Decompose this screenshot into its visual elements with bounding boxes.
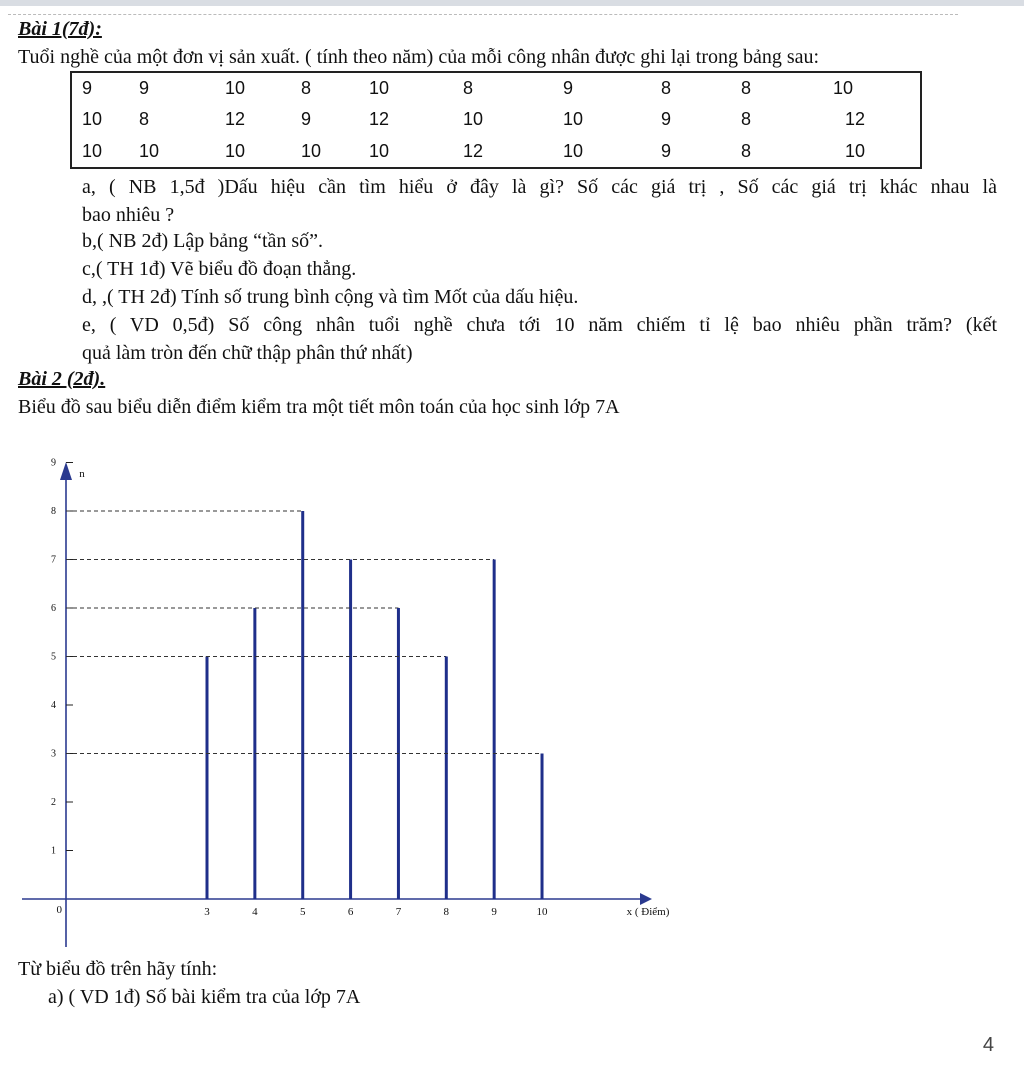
question-a-cont: bao nhiêu ? [82, 204, 175, 226]
table-cell: 8 [139, 109, 150, 130]
table-cell: 9 [82, 78, 93, 99]
segment-chart [0, 448, 720, 958]
table-cell: 8 [741, 140, 752, 161]
x-tick-label: 7 [395, 906, 402, 918]
question-a: a, ( NB 1,5đ )Dấu hiệu cần tìm hiểu ở đây là gì? Số các giá trị , Số các giá trị khác nhau là [82, 176, 997, 198]
x-axis-label: x ( Điểm) [626, 906, 670, 918]
table-cell: 8 [661, 78, 672, 99]
table-cell: 9 [301, 109, 312, 130]
table-cell: 10 [845, 140, 866, 161]
table-cell: 10 [833, 78, 854, 99]
x-tick-label: 4 [252, 906, 258, 918]
table-cell: 10 [225, 78, 246, 99]
y-axis-arrow [60, 462, 72, 480]
y-tick-label: 9 [51, 457, 56, 469]
y-axis-label: n [79, 468, 85, 480]
y-tick-label: 6 [51, 603, 56, 614]
table-cell: 8 [301, 78, 312, 99]
data-table [70, 71, 922, 169]
table-cell: 10 [369, 140, 390, 161]
y-tick-label: 4 [51, 700, 56, 711]
table-cell: 9 [563, 78, 574, 99]
question-e-cont: quả làm tròn đến chữ thập phân thứ nhất) [82, 342, 413, 364]
table-cell: 8 [741, 109, 752, 130]
origin-label: 0 [56, 904, 62, 916]
y-tick-label: 3 [51, 748, 56, 760]
y-tick-label: 8 [51, 506, 56, 517]
table-cell: 12 [369, 109, 390, 130]
table-cell: 10 [82, 140, 103, 161]
table-cell: 12 [463, 140, 484, 161]
question-c: c,( TH 1đ) Vẽ biểu đồ đoạn thẳng. [82, 258, 357, 280]
window-top-bar [0, 0, 1024, 6]
table-cell: 10 [139, 140, 160, 161]
y-tick-label: 7 [51, 554, 56, 566]
table-cell: 8 [741, 78, 752, 99]
table-cell: 12 [845, 109, 866, 130]
x-tick-label: 5 [299, 906, 306, 918]
x-axis-arrow [640, 893, 652, 905]
table-cell: 9 [661, 109, 672, 130]
bai1-intro: Tuổi nghề của một đơn vị sản xuất. ( tính theo năm) của mỗi công nhân được ghi lại trong bảng sau: [18, 46, 820, 68]
table-cell: 9 [139, 78, 150, 99]
table-cell: 10 [82, 109, 103, 130]
table-row [71, 72, 921, 104]
table-cell: 12 [225, 109, 246, 130]
x-tick-label: 8 [443, 906, 450, 918]
page-header-margin [8, 14, 958, 15]
table-cell: 10 [463, 109, 484, 130]
table-cell: 10 [225, 140, 246, 161]
table-cell: 9 [661, 140, 672, 161]
question-e: e, ( VD 0,5đ) Số công nhân tuổi nghề chưa tới 10 năm chiếm tỉ lệ bao nhiêu phần trăm? (kết [82, 314, 997, 336]
y-tick-label: 2 [51, 797, 56, 808]
question-d: d, ,( TH 2đ) Tính số trung bình cộng và tìm Mốt của dấu hiệu. [82, 286, 579, 308]
bai2-after-chart: Từ biểu đồ trên hãy tính: [18, 958, 218, 980]
bai2-intro: Biểu đồ sau biểu diễn điểm kiểm tra một tiết môn toán của học sinh lớp 7A [18, 396, 620, 418]
x-tick-label: 10 [536, 906, 548, 918]
table-row [71, 104, 921, 135]
y-tick-label: 1 [51, 845, 56, 857]
table-cell: 10 [369, 78, 390, 99]
x-tick-label: 9 [491, 906, 497, 918]
bai2-title: Bài 2 (2đ). [18, 368, 106, 390]
table-cell: 10 [563, 109, 584, 130]
x-tick-label: 6 [347, 906, 354, 918]
page-number: 4 [982, 1034, 994, 1056]
y-tick-label: 5 [51, 651, 56, 663]
bai1-title: Bài 1(7đ): [18, 18, 102, 40]
x-tick-label: 3 [204, 906, 210, 918]
table-cell: 8 [463, 78, 474, 99]
table-row [71, 136, 921, 168]
bai2-question-a: a) ( VD 1đ) Số bài kiểm tra của lớp 7A [48, 986, 361, 1008]
table-cell: 10 [563, 140, 584, 161]
question-b: b,( NB 2đ) Lập bảng “tần số”. [82, 230, 324, 252]
table-cell: 10 [301, 140, 322, 161]
